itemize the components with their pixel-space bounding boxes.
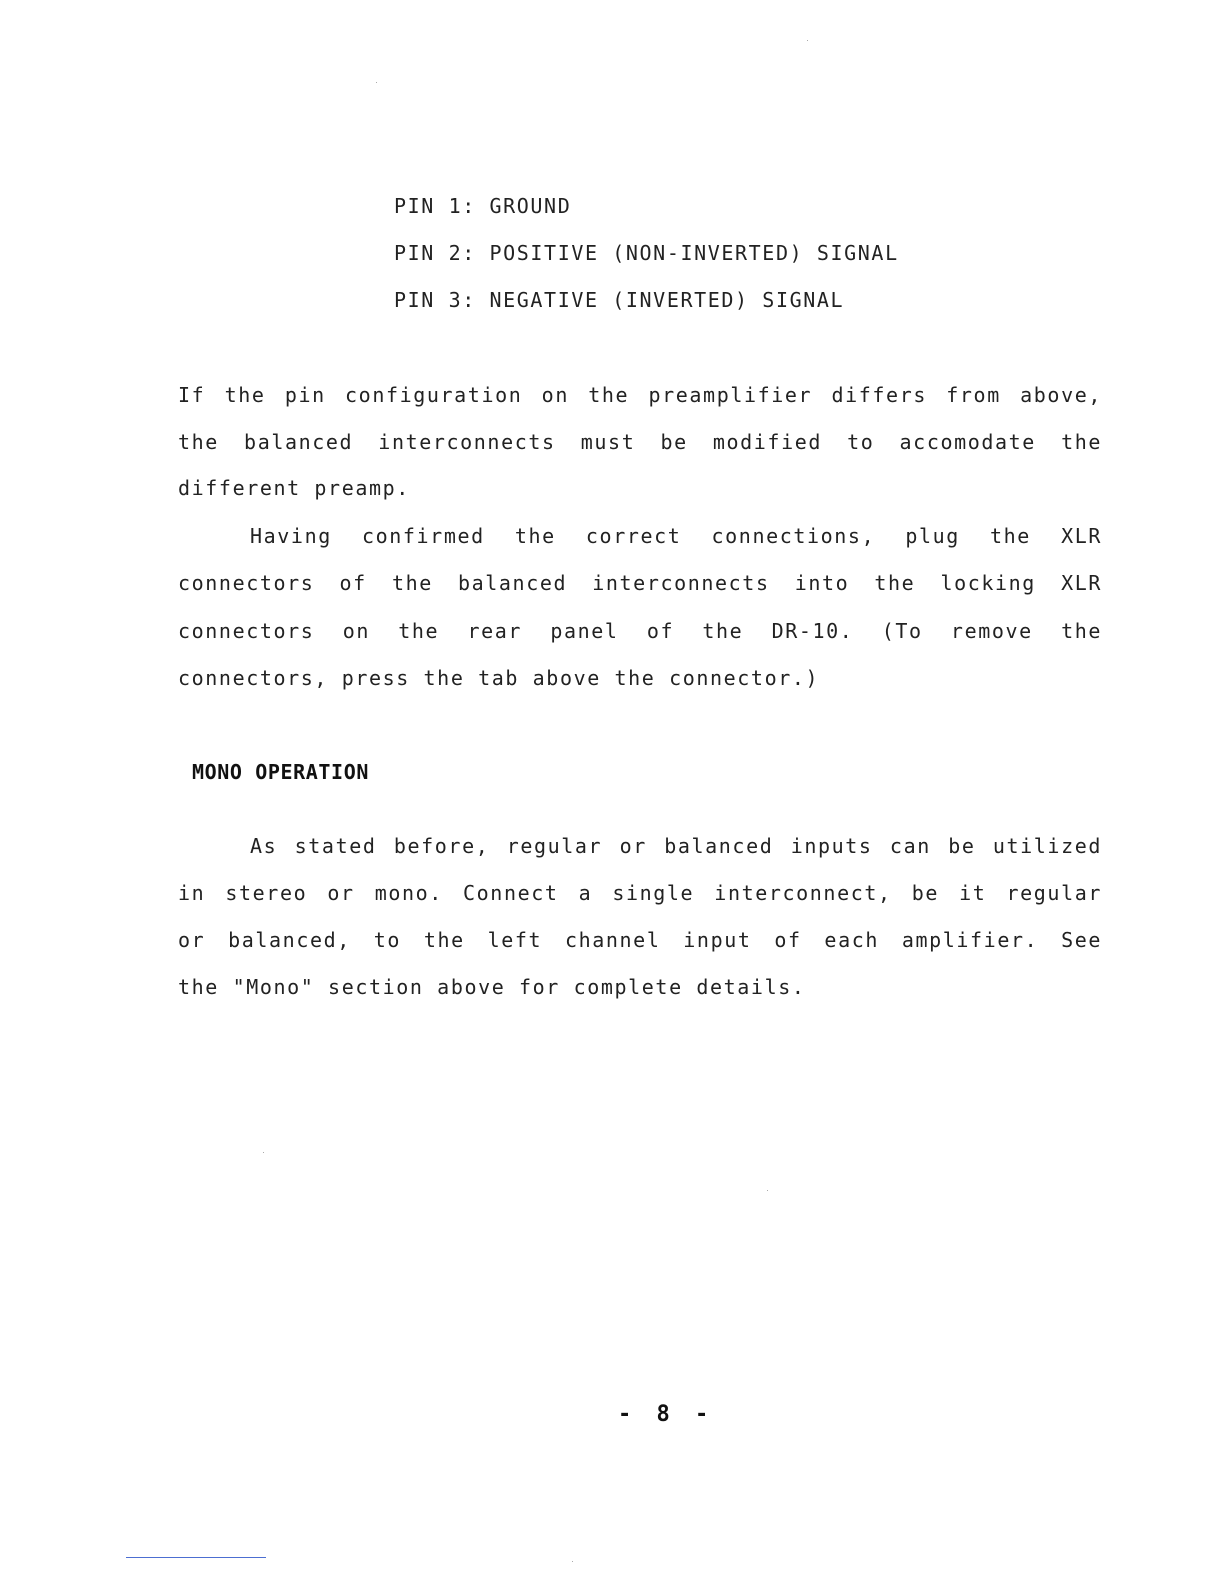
para3-line-2: in stereo or mono. Connect a single interconnect, be it regular (178, 881, 1102, 905)
pin-1-line: PIN 1: GROUND (394, 194, 572, 218)
para1-line-1: If the pin configuration on the preamplifier differs from above, (178, 383, 1102, 407)
scan-speck (767, 1190, 768, 1191)
para2-line-4: connectors, press the tab above the connector.) (178, 666, 820, 690)
footer-rule (126, 1557, 266, 1558)
para2-line-3: connectors on the rear panel of the DR-10. (To remove the (178, 619, 1102, 643)
scan-speck (572, 1561, 573, 1562)
para1-line-2: the balanced interconnects must be modified to accomodate the (178, 430, 1102, 454)
para2-line-1: Having confirmed the correct connections, plug the XLR (250, 524, 1102, 548)
para3-line-4: the "Mono" section above for complete details. (178, 975, 806, 999)
pin-3-line: PIN 3: NEGATIVE (INVERTED) SIGNAL (394, 288, 845, 312)
section-heading: MONO OPERATION (192, 760, 369, 784)
para1-line-3: different preamp. (178, 476, 410, 500)
pin-2-line: PIN 2: POSITIVE (NON-INVERTED) SIGNAL (394, 241, 899, 265)
para3-line-3: or balanced, to the left channel input of each amplifier. See (178, 928, 1102, 952)
page-number: - 8 - (618, 1402, 715, 1427)
para2-line-2: connectors of the balanced interconnects into the locking XLR (178, 571, 1102, 595)
para3-line-1: As stated before, regular or balanced inputs can be utilized (250, 834, 1102, 858)
scan-speck (807, 40, 808, 41)
scan-speck (376, 82, 377, 83)
scan-speck (263, 1152, 264, 1153)
